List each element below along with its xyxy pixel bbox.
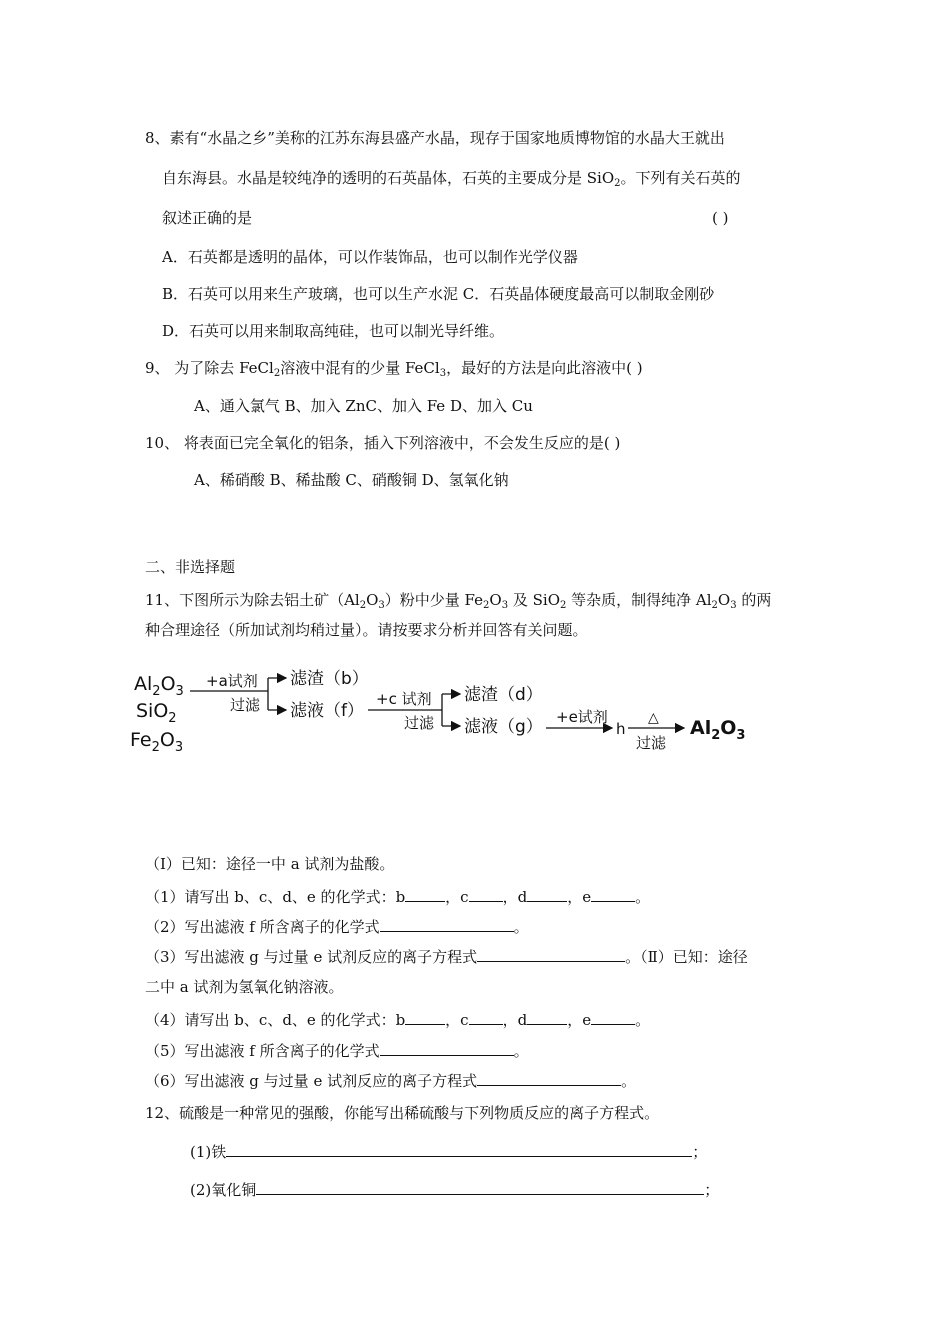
- answer-blank-e2[interactable]: [591, 1009, 635, 1025]
- q8-option-d: D．石英可以用来制取高纯硅，也可以制光导纤维。: [162, 322, 505, 340]
- q8-line2: 自东海县。水晶是较纯净的透明的石英晶体，石英的主要成分是 SiO$_2$。下列有关石英的: [162, 169, 741, 189]
- answer-blank-d[interactable]: [527, 886, 567, 902]
- q11-sub6: （6）写出滤液 g 与过量 e 试剂反应的离子方程式 。: [145, 1072, 637, 1090]
- q8-line1: 8、素有“水晶之乡”美称的江苏东海县盛产水晶，现存于国家地质博物馆的水晶大王就出: [145, 129, 725, 147]
- process-flow-diagram: [128, 660, 768, 760]
- filtrate-f: 滤液（f）: [290, 701, 364, 721]
- answer-blank-c2[interactable]: [469, 1009, 503, 1025]
- step2-filter: 过滤: [404, 714, 435, 732]
- q9-stem: 9、 为了除去 FeCl$_2$溶液中混有的少量 FeCl$_3$，最好的方法是向此溶液中( ): [145, 359, 643, 379]
- answer-blank-b2[interactable]: [405, 1009, 445, 1025]
- al2o3-formula: $Al_2O_3$: [134, 673, 184, 699]
- fe2o3-formula: $Fe_2O_3$: [130, 729, 184, 755]
- sio2-formula: SiO$_2$: [136, 700, 177, 726]
- filtrate-g: 滤液（g）: [464, 717, 543, 737]
- answer-blank-e[interactable]: [591, 886, 635, 902]
- q12-item1: (1)铁 ；: [190, 1143, 708, 1161]
- answer-blank-equation-g2[interactable]: [477, 1070, 621, 1086]
- q10-stem: 10、 将表面已完全氧化的铝条，插入下列溶液中，不会发生反应的是( ): [145, 434, 621, 452]
- answer-blank-iron[interactable]: [226, 1141, 692, 1157]
- q11-sub1: （1）请写出 b、c、d、e 的化学式：b ，c ，d ，e 。: [145, 888, 651, 906]
- q8-answer-bracket: ( ): [712, 209, 729, 227]
- residue-d: 滤渣（d）: [464, 685, 543, 705]
- q10-options: A、稀硝酸 B、稀盐酸 C、硝酸铜 D、氢氧化钠: [194, 471, 509, 489]
- step1-reagent: +a试剂: [206, 672, 258, 690]
- part1-intro: （Ⅰ）已知：途径一中 a 试剂为盐酸。: [145, 855, 395, 873]
- part2-intro: 二中 a 试剂为氢氧化钠溶液。: [145, 978, 344, 996]
- q11-sub4: （4）请写出 b、c、d、e 的化学式：b ，c ，d ，e 。: [145, 1011, 651, 1029]
- section-heading: 二、非选择题: [145, 558, 236, 576]
- step4-filter: 过滤: [636, 734, 667, 752]
- q12-stem: 12、硫酸是一种常见的强酸，你能写出稀硫酸与下列物质反应的离子方程式。: [145, 1104, 660, 1122]
- q11-stem-line1: 11、下图所示为除去铝土矿$(Al_2O_3)$粉中少量 $Fe_2O_3$ 及 SiO$_2$ 等杂质，制得纯净 $Al_2O_3$ 的两: [145, 591, 772, 611]
- intermediate-h: h: [616, 720, 626, 738]
- q11-sub2: （2）写出滤液 f 所含离子的化学式 。: [145, 918, 529, 936]
- q9-options: A、通入氯气 B、加入 ZnC、加入 Fe D、加入 Cu: [194, 397, 533, 415]
- answer-blank-ions-f[interactable]: [380, 916, 514, 932]
- residue-b: 滤渣（b）: [290, 669, 369, 689]
- step3-reagent: +e试剂: [556, 708, 608, 726]
- q8-line3: 叙述正确的是: [162, 209, 253, 227]
- heat-symbol: △: [648, 710, 659, 726]
- q11-stem-line2: 种合理途径（所加试剂均稍过量）。请按要求分析并回答有关问题。: [145, 621, 588, 639]
- answer-blank-ions-f2[interactable]: [380, 1040, 514, 1056]
- answer-blank-equation-g[interactable]: [477, 946, 625, 962]
- answer-blank-d2[interactable]: [527, 1009, 567, 1025]
- answer-blank-b[interactable]: [405, 886, 445, 902]
- product-al2o3: $Al_2O_3$: [690, 717, 746, 743]
- q11-sub5: （5）写出滤液 f 所含离子的化学式 。: [145, 1042, 529, 1060]
- q8-option-a: A．石英都是透明的晶体，可以作装饰品，也可以制作光学仪器: [162, 248, 578, 266]
- answer-blank-copper-oxide[interactable]: [256, 1179, 704, 1195]
- answer-blank-c[interactable]: [469, 886, 503, 902]
- q11-sub3: （3）写出滤液 g 与过量 e 试剂反应的离子方程式 。（Ⅱ）已知：途径: [145, 948, 748, 966]
- q12-item2: (2)氧化铜 ；: [190, 1181, 720, 1199]
- step2-reagent: +c 试剂: [376, 690, 432, 708]
- step1-filter: 过滤: [230, 696, 261, 714]
- q8-option-bc: B．石英可以用来生产玻璃，也可以生产水泥 C．石英晶体硬度最高可以制取金刚砂: [162, 285, 715, 303]
